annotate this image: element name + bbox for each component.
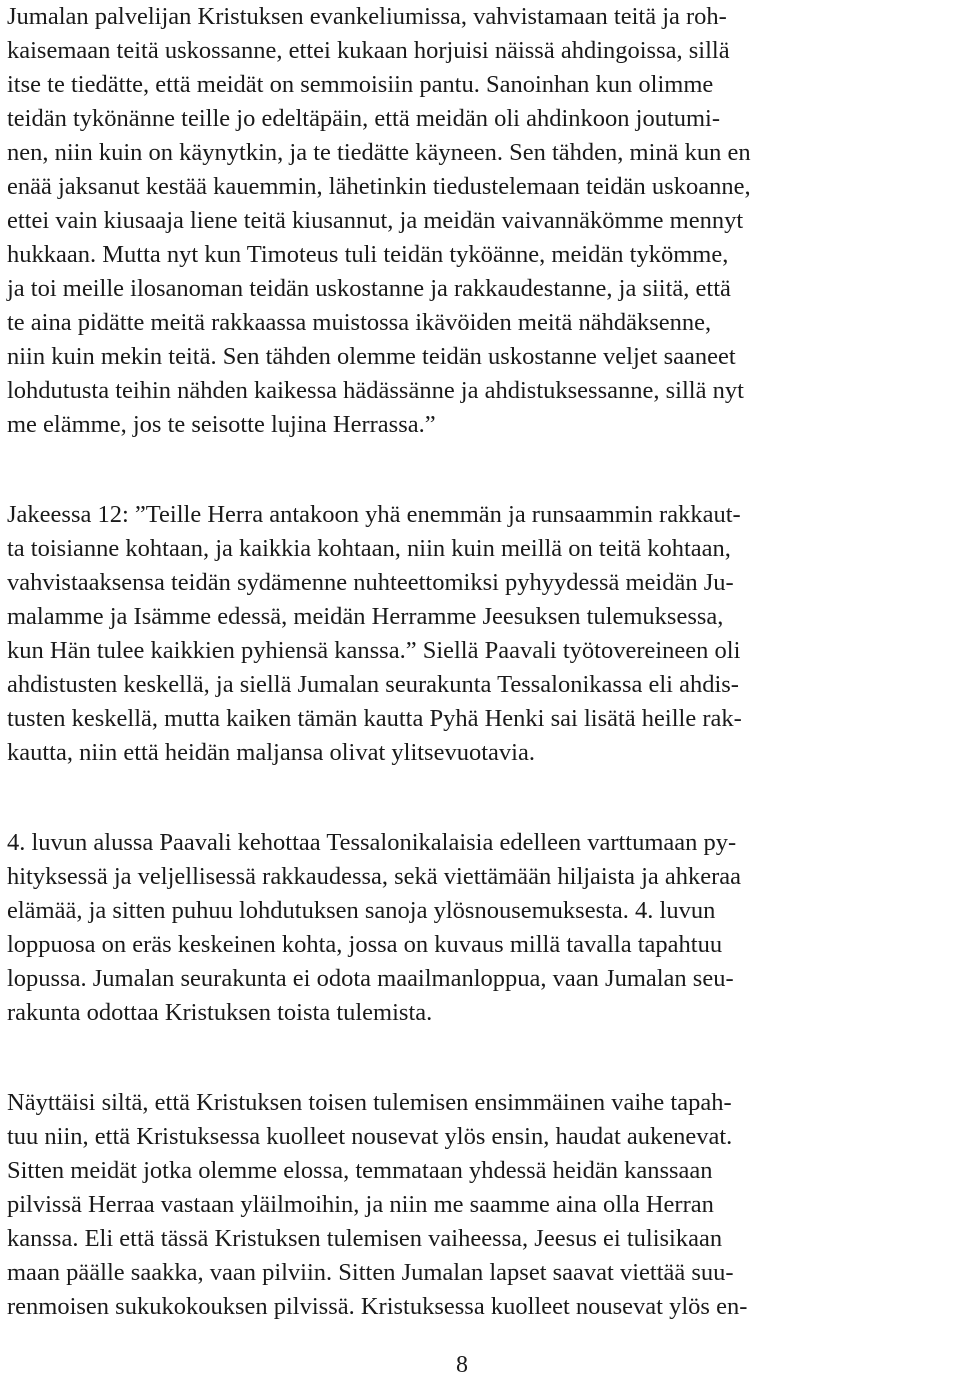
- text-line: me elämme, jos te seisotte lujina Herrassa.”: [7, 411, 436, 438]
- text-line: niin kuin mekin teitä. Sen tähden olemme teidän uskostanne veljet saaneet: [7, 343, 736, 370]
- text-line: Jumalan palvelijan Kristuksen evankeliumissa, vahvistamaan teitä ja roh-: [7, 3, 727, 30]
- text-line: itse te tiedätte, että meidät on semmoisiin pantu. Sanoinhan kun olimme: [7, 71, 714, 98]
- text-line: kun Hän tulee kaikkien pyhiensä kanssa.” Siellä Paavali työtovereineen oli: [7, 637, 741, 664]
- text-line: rakunta odottaa Kristuksen toista tulemista.: [7, 999, 433, 1026]
- text-line: hukkaan. Mutta nyt kun Timoteus tuli teidän tyköänne, meidän tykömme,: [7, 241, 729, 268]
- text-line: loppuosa on eräs keskeinen kohta, jossa on kuvaus millä tavalla tapahtuu: [7, 931, 723, 958]
- text-line: tusten keskellä, mutta kaiken tämän kautta Pyhä Henki sai lisätä heille rak-: [7, 705, 742, 732]
- text-line: vahvistaaksensa teidän sydämenne nuhteettomiksi pyhyydessä meidän Ju-: [7, 569, 734, 596]
- page-number: 8: [456, 1352, 468, 1378]
- text-line: 4. luvun alussa Paavali kehottaa Tessalonikalaisia edelleen varttumaan py-: [7, 829, 737, 856]
- text-line: nen, niin kuin on käynytkin, ja te tiedätte käyneen. Sen tähden, minä kun en: [7, 139, 751, 166]
- text-line: lohdutusta teihin nähden kaikessa hädässänne ja ahdistuksessanne, sillä nyt: [7, 377, 744, 404]
- text-line: Sitten meidät jotka olemme elossa, temmataan yhdessä heidän kanssaan: [7, 1157, 713, 1184]
- text-line: te aina pidätte meitä rakkaassa muistossa ikävöiden meitä nähdäksenne,: [7, 309, 712, 336]
- document-page: [7, 0, 955, 1382]
- text-line: kanssa. Eli että tässä Kristuksen tulemisen vaiheessa, Jeesus ei tulisikaan: [7, 1225, 723, 1252]
- text-line: kautta, niin että heidän maljansa olivat ylitsevuotavia.: [7, 739, 535, 766]
- text-line: malamme ja Isämme edessä, meidän Herramme Jeesuksen tulemuksessa,: [7, 603, 724, 630]
- text-line: enää jaksanut kestää kauemmin, lähetinkin tiedustelemaan teidän uskoanne,: [7, 173, 751, 200]
- text-line: teidän tykönänne teille jo edeltäpäin, että meidän oli ahdinkoon joutumi-: [7, 105, 721, 132]
- text-line: renmoisen sukukokouksen pilvissä. Kristuksessa kuolleet nousevat ylös en-: [7, 1293, 748, 1320]
- text-line: elämää, ja sitten puhuu lohdutuksen sanoja ylösnousemuksesta. 4. luvun: [7, 897, 716, 924]
- text-line: tuu niin, että Kristuksessa kuolleet nousevat ylös ensin, haudat aukenevat.: [7, 1123, 733, 1150]
- text-line: hityksessä ja veljellisessä rakkaudessa, sekä viettämään hiljaista ja ahkeraa: [7, 863, 742, 890]
- text-line: lopussa. Jumalan seurakunta ei odota maailmanloppua, vaan Jumalan seu-: [7, 965, 734, 992]
- text-line: ahdistusten keskellä, ja siellä Jumalan seurakunta Tessalonikassa eli ahdis-: [7, 671, 739, 698]
- text-line: Näyttäisi siltä, että Kristuksen toisen tulemisen ensimmäinen vaihe tapah-: [7, 1089, 732, 1116]
- text-line: kaisemaan teitä uskossanne, ettei kukaan horjuisi näissä ahdingoissa, sillä: [7, 37, 730, 64]
- text-line: ta toisianne kohtaan, ja kaikkia kohtaan, niin kuin meillä on teitä kohtaan,: [7, 535, 731, 562]
- text-line: ja toi meille ilosanoman teidän uskostanne ja rakkaudestanne, ja siitä, että: [7, 275, 731, 302]
- text-line: Jakeessa 12: ”Teille Herra antakoon yhä enemmän ja runsaammin rakkaut-: [7, 501, 741, 528]
- text-line: pilvissä Herraa vastaan yläilmoihin, ja niin me saamme aina olla Herran: [7, 1191, 714, 1218]
- text-line: maan päälle saakka, vaan pilviin. Sitten Jumalan lapset saavat viettää suu-: [7, 1259, 734, 1286]
- text-line: ettei vain kiusaaja liene teitä kiusannut, ja meidän vaivannäkömme mennyt: [7, 207, 744, 234]
